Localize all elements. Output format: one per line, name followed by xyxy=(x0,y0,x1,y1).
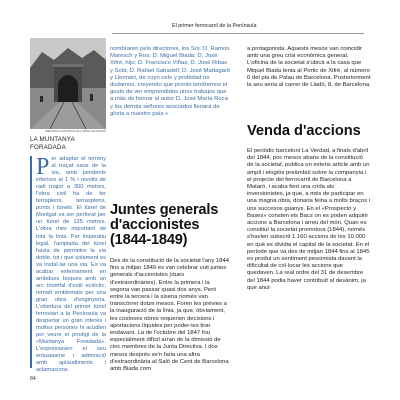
sidebar-dropcap: P xyxy=(36,154,50,180)
sidebar-box xyxy=(30,154,106,374)
section-heading-venda: Venda d'accions xyxy=(247,123,361,139)
column-middle-body xyxy=(110,258,230,373)
quote-continuation: nombraren pels directores, los Srs. D. Ramon Maresch y Ros; D. Miguel Biada; D. José Xifré, hijo; D. Francisco Viñas; D. José Ribas y Solá; D. Rafael Sabadell; D. José Mattagarit y Lleonart, de cuyo celo y probidad no dudamos, creyendo que pronto tendremos el gusto de ver emprendidos unos trabajos que a más de honrar al autor D. José María Roca y los demás señores asociados llenará de gloria a nuestro país.» xyxy=(110,46,230,117)
venda-body-text: El periòdic barceloní La Verdad, a finals d'abril del 1844, poc mesos abans de la constitució de la societat, publica un extens article amb un ampli i elogiós preàmbul sobre la companyia i el projecte del ferrocarril de Barcelona a Mataró, i acaba fent una crida als inversionistes, ja que, a més de participar en una magna obra, donaria feina a molts braços i uns succesos guanys. En el «Prospecto y Bases» consten els Bacs on es poden adquirir accions a Barcelona i arreu del món. Quan es constituí la societat promotora (1844), només s'havien subscrit 1.160 accions de les 10.000 en què es dividia el capital de la societat. En el període que va des de mitjan 1844 fins al 1845 es produí un sentiment pessimista davant la dificultat de col·locar les accions que quedaven. La real ordre del 31 de desembre del 1844 podia haver contribuït al desànim, ja que anul· xyxy=(247,148,371,291)
photo-caption: LA MUNTANYA FORADADA xyxy=(30,136,75,151)
running-head: El primer ferrocarril de la Península xyxy=(172,23,257,29)
juntes-body-text: Des de la constitució de la societat l'any 1844 fins a mitjan 1849 es van celebrar vuit juntes generals d'accionistes (dues d'extraordinàries). Entre la primera i la segona van passar quasi dos anys. Però entre la tercera i la sisena només van transcórrer dotze mesos. Foren les prèvies a la inauguració de la línia, ja que, òbviament, les costoses obres requerien decisions i aportacions líquides per poder-les tirar endavant. La de l'octubre del 1847 fou especialment difícil arran de la dimissió de cinc membres de la Junta Directiva. I dos mesos després se'n faria una altra d'extraordinària al Saló de Cent de Barcelona amb Biada com xyxy=(110,258,230,373)
right-top-text: a protagonista. Aquests mesos van coincidir amb una greu crisi econòmica general. L'oficina de la societat s'ubicà a la casa que Miquel Biada tenia al Portic de Xifré, al número 6 del pla de Palau de Barcelona. Posteriorment la seu seria al carrer de Lladó, 8, de Barcelona. xyxy=(247,46,371,89)
column-right-body xyxy=(247,148,371,292)
column-middle-top xyxy=(110,46,230,118)
page-number: 84 xyxy=(30,376,36,382)
column-right-top xyxy=(247,46,371,89)
sidebar-text: er adaptar el terreny al traçat saus de la via, amb pendents inferiors al 1 % i revolts de radi major a 300 metres, l'obra civil ha de fer terraplens, terrasplens, ponts i túnels. El túnel de Montgat va ser perforat per un túnel de 125 metres. L'obra més important de tota la línia. Per imperatiu legal, l'amplada del túnel havia de permetre la via doble, tot i que solament es va instal·lar una via. Es va acabar externament en ambdues boques amb un arc triomfal d'estil eclèctic, rematt emblemats per una gran obra d'enginyeria. L'obertura del primer túnel ferroviari a la Península va despertar un gran interès i moltes persones hi acudien per veure el prodigi de la «Muntanya Foradada». L'expressaven el seu entusiasme i admiració amb aplaudiments i aclamacions. xyxy=(36,156,106,374)
section-heading-juntes: Juntes generals d'accionistes (1844-1849) xyxy=(110,202,219,249)
historical-photo xyxy=(30,38,106,129)
header-rule xyxy=(112,33,364,34)
photo-credit: BIBLIOTECA HISTÒRICA DE L'ARXIU DE MATARÓ xyxy=(45,130,106,133)
